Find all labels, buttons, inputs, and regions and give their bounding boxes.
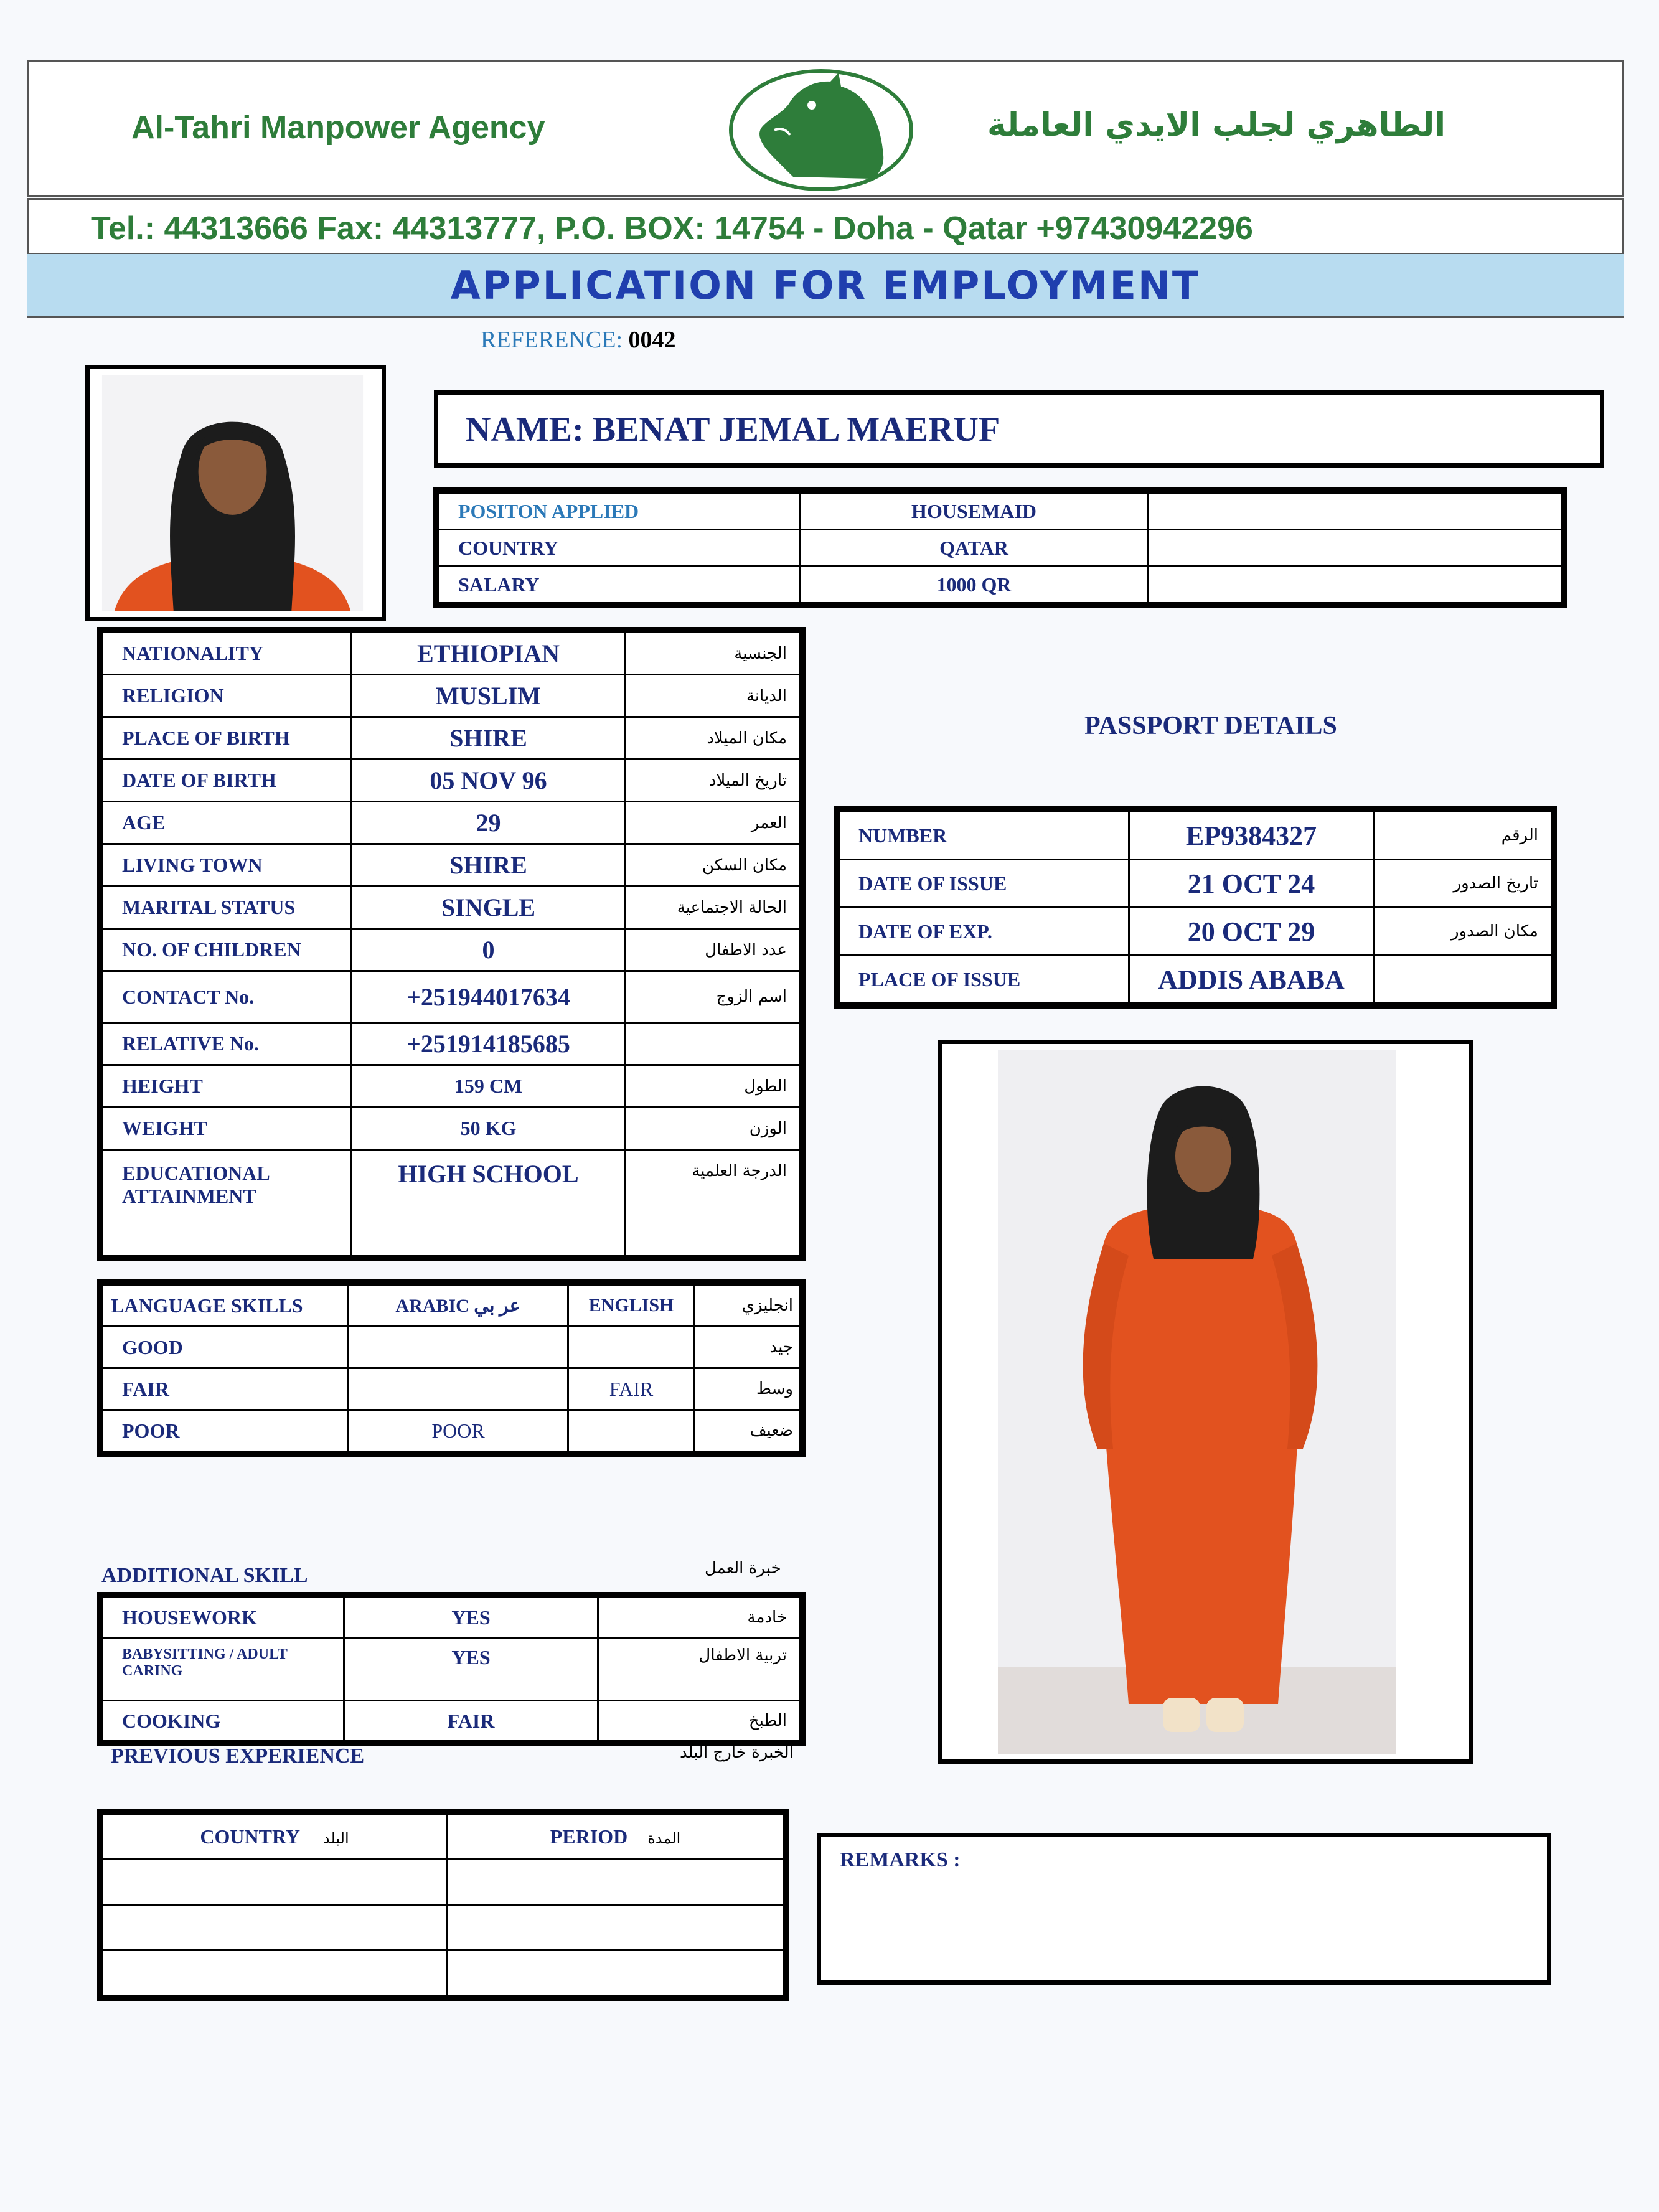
salary-extra — [1149, 567, 1562, 603]
table-row — [103, 1905, 784, 1951]
table-row — [103, 1150, 801, 1256]
reference-label: REFERENCE: — [481, 327, 623, 353]
bio-label: PLACE OF BIRTH — [103, 717, 352, 760]
skill-label-ar: الطبخ — [598, 1701, 801, 1741]
language-skills-header: LANGUAGE SKILLS — [103, 1285, 349, 1327]
arabic-level-cell: POOR — [349, 1410, 568, 1452]
contact-info: Tel.: 44313666 Fax: 44313777, P.O. BOX: 14754 - Doha - Qatar +97430942296 — [91, 210, 1253, 247]
full-body-photo — [938, 1040, 1473, 1764]
letterhead-banner — [27, 60, 1624, 197]
english-level-cell: FAIR — [568, 1368, 695, 1410]
personal-details-table — [101, 631, 801, 1257]
table-row — [103, 633, 801, 675]
table-row — [103, 1598, 801, 1638]
bio-label-ar: عدد الاطفال — [626, 929, 801, 971]
bio-value: ETHIOPIAN — [352, 633, 626, 675]
form-title: APPLICATION FOR EMPLOYMENT — [450, 263, 1201, 308]
language-level: POOR — [103, 1410, 349, 1452]
skill-label: HOUSEWORK — [103, 1598, 344, 1638]
table-row — [103, 1860, 784, 1905]
skill-label: COOKING — [103, 1701, 344, 1741]
bio-label: NATIONALITY — [103, 633, 352, 675]
bio-label-ar: مكان الميلاد — [626, 717, 801, 760]
passport-expiry-date: 20 OCT 29 — [1129, 908, 1374, 956]
reference — [481, 326, 676, 354]
passport-details-heading: PASSPORT DETAILS — [1084, 712, 1337, 740]
table-row — [439, 493, 1562, 530]
language-level-ar: جيد — [695, 1327, 801, 1368]
arabic-level-cell — [349, 1368, 568, 1410]
bio-label: NO. OF CHILDREN — [103, 929, 352, 971]
bio-label: LIVING TOWN — [103, 844, 352, 887]
language-level: GOOD — [103, 1327, 349, 1368]
form-title-band — [27, 254, 1624, 318]
passport-label-ar: الرقم — [1374, 812, 1552, 860]
arabic-column-header: ARABIC عر بي — [349, 1285, 568, 1327]
table-row — [103, 1814, 784, 1860]
bio-value: 05 NOV 96 — [352, 760, 626, 802]
table-row — [839, 860, 1552, 908]
english-column-header: ENGLISH — [568, 1285, 695, 1327]
letterhead — [27, 60, 1624, 318]
skill-label-ar: خادمة — [598, 1598, 801, 1638]
additional-skill-heading-ar: خبرة العمل — [705, 1559, 781, 1578]
portrait-photo — [85, 365, 386, 621]
country-extra — [1149, 530, 1562, 567]
position-value: HOUSEMAID — [800, 493, 1149, 530]
table-row — [839, 956, 1552, 1004]
skill-value: YES — [344, 1598, 598, 1638]
table-row — [103, 929, 801, 971]
table-row — [103, 844, 801, 887]
name-box — [434, 390, 1604, 468]
table-row — [103, 971, 801, 1023]
bio-label-ar: الحالة الاجتماعية — [626, 887, 801, 929]
previous-experience-heading: PREVIOUS EXPERIENCE — [111, 1744, 365, 1767]
bio-label-ar — [626, 1023, 801, 1065]
table-row — [103, 760, 801, 802]
position-extra — [1149, 493, 1562, 530]
table-row — [103, 717, 801, 760]
passport-label-ar — [1374, 956, 1552, 1004]
bio-label-ar: الوزن — [626, 1108, 801, 1150]
bio-value: 159 CM — [352, 1065, 626, 1108]
position-table — [438, 492, 1563, 604]
bio-label: RELATIVE No. — [103, 1023, 352, 1065]
bio-value: 50 KG — [352, 1108, 626, 1150]
contact-bar — [27, 198, 1624, 255]
experience-period-cell — [447, 1951, 784, 1996]
bio-value: SHIRE — [352, 844, 626, 887]
skill-label: BABYSITTING / ADULT CARING — [103, 1638, 344, 1701]
passport-label: PLACE OF ISSUE — [839, 956, 1129, 1004]
bio-label: DATE OF BIRTH — [103, 760, 352, 802]
bio-label-ar: اسم الزوج — [626, 971, 801, 1023]
table-row — [103, 1638, 801, 1701]
passport-place: ADDIS ABABA — [1129, 956, 1374, 1004]
experience-period-cell — [447, 1905, 784, 1951]
bio-value: SHIRE — [352, 717, 626, 760]
experience-period-cell — [447, 1860, 784, 1905]
table-row — [103, 1368, 801, 1410]
skill-label-ar: تربية الاطفال — [598, 1638, 801, 1701]
bio-label-ar: العمر — [626, 802, 801, 844]
period-column-label: PERIOD — [550, 1825, 628, 1848]
language-skills-table — [101, 1284, 801, 1452]
remarks-box — [817, 1833, 1551, 1985]
bio-value: +251914185685 — [352, 1023, 626, 1065]
language-level: FAIR — [103, 1368, 349, 1410]
table-row — [103, 1108, 801, 1150]
passport-label: DATE OF EXP. — [839, 908, 1129, 956]
skill-value: FAIR — [344, 1701, 598, 1741]
previous-experience-heading-ar: الخبرة خارج البلد — [680, 1743, 794, 1762]
bio-value: 0 — [352, 929, 626, 971]
bio-label-ar: مكان السكن — [626, 844, 801, 887]
bio-label: AGE — [103, 802, 352, 844]
country-value: QATAR — [800, 530, 1149, 567]
table-row — [103, 1701, 801, 1741]
experience-country-cell — [103, 1951, 447, 1996]
bio-label: WEIGHT — [103, 1108, 352, 1150]
period-column-header — [447, 1814, 784, 1860]
table-row — [839, 908, 1552, 956]
table-row — [103, 1285, 801, 1327]
salary-value: 1000 QR — [800, 567, 1149, 603]
english-level-cell — [568, 1410, 695, 1452]
additional-skill-table — [101, 1596, 801, 1742]
table-row — [103, 802, 801, 844]
passport-table — [838, 811, 1553, 1004]
english-column-header-ar: انجليزي — [695, 1285, 801, 1327]
bio-value: 29 — [352, 802, 626, 844]
salary-label: SALARY — [439, 567, 800, 603]
language-level-ar: ضعيف — [695, 1410, 801, 1452]
bio-label-ar: الجنسية — [626, 633, 801, 675]
experience-country-cell — [103, 1905, 447, 1951]
country-column-header — [103, 1814, 447, 1860]
arabic-level-cell — [349, 1327, 568, 1368]
bio-value: +251944017634 — [352, 971, 626, 1023]
period-column-label-ar: المدة — [647, 1829, 681, 1847]
bio-label: RELIGION — [103, 675, 352, 717]
bio-label: HEIGHT — [103, 1065, 352, 1108]
previous-experience-table — [101, 1813, 785, 1997]
country-column-label-ar: البلد — [322, 1829, 349, 1847]
country-label: COUNTRY — [439, 530, 800, 567]
position-label: POSITON APPLIED — [439, 493, 800, 530]
applicant-name: NAME: BENAT JEMAL MAERUF — [466, 410, 1000, 449]
english-level-cell — [568, 1327, 695, 1368]
additional-skill-heading: ADDITIONAL SKILL — [101, 1564, 308, 1587]
agency-name-en: Al-Tahri Manpower Agency — [131, 110, 545, 146]
table-row — [103, 1410, 801, 1452]
passport-label-ar: تاريخ الصدور — [1374, 860, 1552, 908]
table-row — [103, 887, 801, 929]
bio-label: EDUCATIONAL ATTAINMENT — [103, 1150, 352, 1256]
table-row — [103, 1023, 801, 1065]
reference-number: 0042 — [628, 327, 676, 353]
bio-label-ar: الدرجة العلمية — [626, 1150, 801, 1256]
table-row — [839, 812, 1552, 860]
table-row — [439, 530, 1562, 567]
table-row — [103, 1065, 801, 1108]
table-row — [103, 675, 801, 717]
country-column-label: COUNTRY — [200, 1825, 299, 1848]
table-row — [439, 567, 1562, 603]
bio-label-ar: الطول — [626, 1065, 801, 1108]
passport-issue-date: 21 OCT 24 — [1129, 860, 1374, 908]
table-row — [103, 1327, 801, 1368]
bio-label: MARITAL STATUS — [103, 887, 352, 929]
bio-value: HIGH SCHOOL — [352, 1150, 626, 1256]
bio-label-ar: الديانة — [626, 675, 801, 717]
agency-name-ar: الطاهري لجلب الايدي العاملة — [987, 106, 1446, 144]
passport-label: DATE OF ISSUE — [839, 860, 1129, 908]
bio-value: SINGLE — [352, 887, 626, 929]
horse-head-icon — [728, 68, 914, 192]
remarks-label: REMARKS : — [840, 1848, 961, 1871]
skill-value: YES — [344, 1638, 598, 1701]
passport-label: NUMBER — [839, 812, 1129, 860]
passport-number: EP9384327 — [1129, 812, 1374, 860]
experience-country-cell — [103, 1860, 447, 1905]
bio-label: CONTACT No. — [103, 971, 352, 1023]
passport-label-ar: مكان الصدور — [1374, 908, 1552, 956]
bio-label-ar: تاريخ الميلاد — [626, 760, 801, 802]
language-level-ar: وسط — [695, 1368, 801, 1410]
bio-value: MUSLIM — [352, 675, 626, 717]
table-row — [103, 1951, 784, 1996]
